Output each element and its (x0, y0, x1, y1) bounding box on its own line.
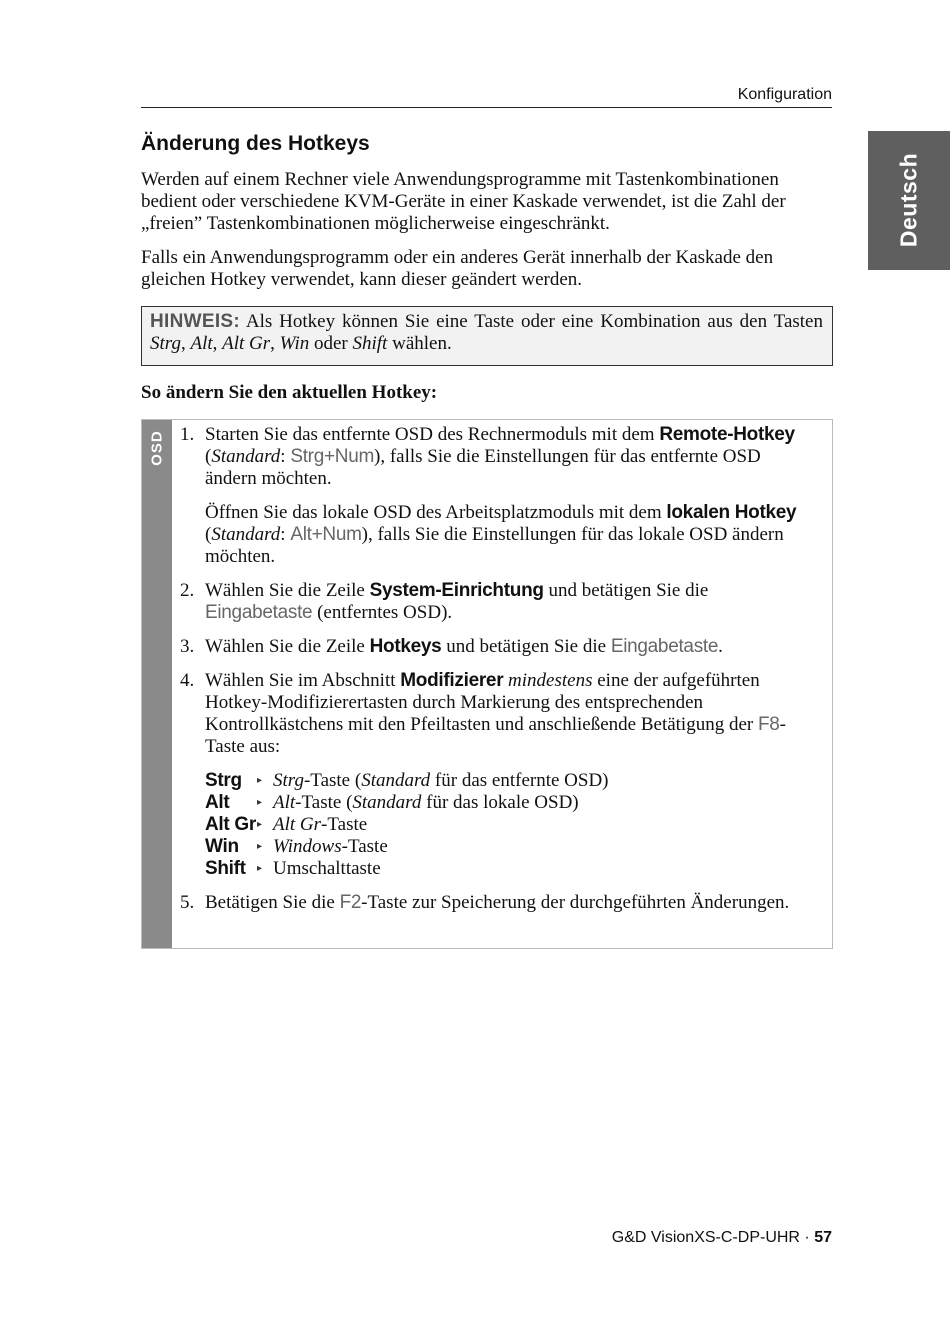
procedure-title: So ändern Sie den aktuellen Hotkey: (141, 382, 438, 403)
step-number: 1. (180, 424, 195, 445)
option-desc (273, 770, 814, 792)
standard-label: Standard (211, 524, 281, 545)
option-text: -Taste (341, 836, 388, 857)
note-text-end: wählen. (387, 333, 452, 354)
conflict-paragraph: Falls ein Anwendungsprogramm oder ein anderes Gerät innerhalb der Kaskade den gleichen Hotkey verwendet, kann dieser geändert werden. (141, 247, 774, 290)
osd-procedure-box (141, 419, 833, 949)
note-box (141, 306, 833, 366)
local-hotkey-keys: Alt+Num (290, 524, 362, 545)
step-text: -Taste zur Speicherung der durchgeführten Änderungen. (361, 892, 790, 913)
note-key-shift: Shift (352, 333, 388, 354)
section-title: Änderung des Hotkeys (141, 132, 370, 155)
option-text: -Taste ( (303, 770, 362, 791)
option-italic: Windows (273, 836, 342, 857)
note-key-altgr: Alt Gr (222, 333, 271, 354)
step-text: und betätigen Sie die (543, 580, 709, 601)
step-5 (180, 892, 814, 914)
step-1-local (205, 502, 814, 568)
step-number: 5. (180, 892, 195, 913)
triangle-bullet-icon: ▸ (257, 819, 263, 830)
option-italic: Alt Gr (273, 814, 322, 835)
note-key-alt: Alt (190, 333, 213, 354)
step-text: Starten Sie das entfernte OSD des Rechnermoduls mit dem (205, 424, 660, 445)
step-number: 3. (180, 636, 195, 657)
language-side-tab (868, 131, 950, 270)
option-text: -Taste ( (295, 792, 353, 813)
triangle-bullet-icon: ▸ (257, 797, 263, 808)
osd-bar-label: OSD (148, 430, 166, 466)
menu-item-hotkeys: Hotkeys (369, 636, 442, 657)
standard-label: Standard (211, 446, 281, 467)
option-italic: Strg (273, 770, 304, 791)
note-separator: , (270, 333, 280, 354)
enter-key-label: Eingabetaste (610, 636, 719, 657)
option-desc (273, 814, 814, 836)
local-hotkey-label: lokalen Hotkey (666, 502, 797, 523)
option-italic: Standard (352, 792, 422, 813)
step-text: Wählen Sie die Zeile (205, 636, 370, 657)
side-tab-label: Deutsch (895, 152, 922, 248)
triangle-bullet-icon: ▸ (257, 841, 263, 852)
step-number: 4. (180, 670, 195, 691)
step-3 (180, 636, 814, 658)
option-key: Alt Gr (205, 814, 256, 835)
step-text: Öffnen Sie das lokale OSD des Arbeitsplatzmoduls mit dem (205, 502, 667, 523)
step-number: 2. (180, 580, 195, 601)
osd-side-bar (142, 420, 172, 948)
step-1-remote (205, 424, 814, 490)
option-desc (273, 858, 814, 880)
step-text: ( (205, 524, 212, 545)
option-italic: Alt (273, 792, 296, 813)
step-text: ( (205, 446, 212, 467)
modifier-options (205, 770, 814, 880)
enter-key-label: Eingabetaste (205, 602, 313, 623)
note-key-strg: Strg (150, 333, 181, 354)
emphasis-text: mindestens (508, 670, 593, 691)
steps-list (180, 424, 814, 926)
step-text: . (718, 636, 723, 657)
step-2 (180, 580, 814, 624)
triangle-bullet-icon: ▸ (257, 863, 263, 874)
note-separator: , (212, 333, 223, 354)
option-desc (273, 792, 814, 814)
step-5-text (205, 892, 814, 914)
note-label: HINWEIS: (150, 311, 241, 332)
option-italic: Standard (361, 770, 431, 791)
note-text: Als Hotkey können Sie eine Taste oder eine Kombination aus den Tasten (240, 311, 823, 332)
remote-hotkey-keys: Strg+Num (290, 446, 374, 467)
option-text: für das lokale OSD) (421, 792, 579, 813)
step-text: : (280, 446, 291, 467)
note-key-win: Win (279, 333, 310, 354)
option-key: Shift (205, 858, 246, 879)
step-text: ), falls Sie die Einstellungen für das entfernte OSD ändern möchten. (205, 446, 761, 489)
option-text: für das entfernte OSD) (430, 770, 609, 791)
option-key: Win (205, 836, 239, 857)
step-text: : (280, 524, 291, 545)
running-title: Konfiguration (737, 86, 832, 103)
step-text: ), falls Sie die Einstellungen für das lokale OSD ändern möchten. (205, 524, 784, 567)
step-text: -Taste aus: (205, 714, 786, 757)
option-desc (273, 836, 814, 858)
step-2-text (205, 580, 814, 624)
step-text: Betätigen Sie die (205, 892, 340, 913)
intro-paragraph: Werden auf einem Rechner viele Anwendungsprogramme mit Tastenkombinationen bedient oder verschiedene KVM-Geräte in einer Kaskade verwendet, ist die Zahl der „freien” Tastenkombinationen möglicherweise eingeschränkt. (141, 169, 786, 234)
modifier-section-label: Modifizierer (400, 670, 504, 691)
step-4 (180, 670, 814, 880)
f2-key-label: F2 (339, 892, 362, 913)
step-text: eine der aufgeführten Hotkey-Modifizierertasten durch Markierung des entsprechenden Kontrollkästchens mit den Pfeiltasten und anschließende Betätigung der (205, 670, 760, 735)
step-text: und betätigen Sie die (441, 636, 611, 657)
menu-item-system-setup: System-Einrichtung (369, 580, 544, 601)
triangle-bullet-icon: ▸ (257, 775, 263, 786)
remote-hotkey-label: Remote-Hotkey (659, 424, 795, 445)
step-4-text (205, 670, 814, 758)
note-separator: oder (309, 333, 353, 354)
page-number: 57 (814, 1229, 832, 1246)
step-text: Wählen Sie im Abschnitt (205, 670, 401, 691)
note-separator: , (180, 333, 191, 354)
option-key: Alt (205, 792, 230, 813)
footer-product: G&D VisionXS-C-DP-UHR · (611, 1229, 815, 1246)
step-text: (entferntes OSD). (312, 602, 453, 623)
step-1 (180, 424, 814, 568)
option-text: -Taste (321, 814, 368, 835)
option-text: Umschalttaste (273, 858, 381, 879)
step-3-text (205, 636, 814, 658)
step-text: Wählen Sie die Zeile (205, 580, 370, 601)
page-footer (612, 1229, 832, 1247)
f8-key-label: F8 (757, 714, 780, 735)
option-key: Strg (205, 770, 242, 791)
running-header (141, 86, 832, 108)
